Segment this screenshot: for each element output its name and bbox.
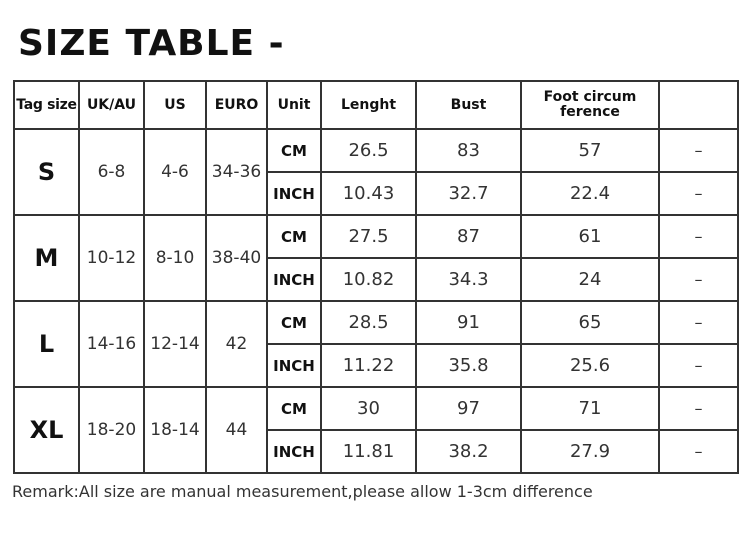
extra-cell: – bbox=[659, 301, 738, 344]
uk-au-value: 6-8 bbox=[79, 129, 144, 215]
length-cell: 11.81 bbox=[321, 430, 416, 473]
unit-cell: CM bbox=[267, 215, 321, 258]
bust-cell: 97 bbox=[416, 387, 521, 430]
extra-cell: – bbox=[659, 172, 738, 215]
uk-au-value: 10-12 bbox=[79, 215, 144, 301]
header-row bbox=[14, 81, 738, 129]
unit-cell: INCH bbox=[267, 172, 321, 215]
page-title: SIZE TABLE - bbox=[18, 23, 285, 64]
unit-cell: INCH bbox=[267, 258, 321, 301]
bust-cell: 32.7 bbox=[416, 172, 521, 215]
unit-cell: CM bbox=[267, 387, 321, 430]
extra-cell: – bbox=[659, 387, 738, 430]
foot-cell: 57 bbox=[521, 129, 659, 172]
bust-cell: 35.8 bbox=[416, 344, 521, 387]
foot-cell: 61 bbox=[521, 215, 659, 258]
header-foot-circumference: Foot circum ference bbox=[521, 81, 659, 129]
length-cell: 26.5 bbox=[321, 129, 416, 172]
extra-cell: – bbox=[659, 430, 738, 473]
euro-value: 34-36 bbox=[206, 129, 267, 215]
unit-cell: INCH bbox=[267, 344, 321, 387]
unit-cell: CM bbox=[267, 301, 321, 344]
size-tag-s: S bbox=[14, 129, 79, 215]
foot-cell: 24 bbox=[521, 258, 659, 301]
extra-cell: – bbox=[659, 344, 738, 387]
euro-value: 42 bbox=[206, 301, 267, 387]
header-tag-size: Tag size bbox=[14, 81, 79, 129]
bust-cell: 91 bbox=[416, 301, 521, 344]
extra-cell: – bbox=[659, 258, 738, 301]
header-unit: Unit bbox=[267, 81, 321, 129]
extra-cell: – bbox=[659, 215, 738, 258]
header-empty bbox=[659, 81, 738, 129]
unit-cell: INCH bbox=[267, 430, 321, 473]
length-cell: 27.5 bbox=[321, 215, 416, 258]
foot-cell: 25.6 bbox=[521, 344, 659, 387]
foot-cell: 27.9 bbox=[521, 430, 659, 473]
table-row bbox=[14, 387, 738, 430]
table-row bbox=[14, 129, 738, 172]
header-us: US bbox=[144, 81, 206, 129]
uk-au-value: 14-16 bbox=[79, 301, 144, 387]
bust-cell: 87 bbox=[416, 215, 521, 258]
uk-au-value: 18-20 bbox=[79, 387, 144, 473]
foot-cell: 65 bbox=[521, 301, 659, 344]
length-cell: 28.5 bbox=[321, 301, 416, 344]
foot-cell: 22.4 bbox=[521, 172, 659, 215]
us-value: 8-10 bbox=[144, 215, 206, 301]
length-cell: 30 bbox=[321, 387, 416, 430]
size-table bbox=[13, 80, 739, 474]
foot-cell: 71 bbox=[521, 387, 659, 430]
size-tag-m: M bbox=[14, 215, 79, 301]
bust-cell: 38.2 bbox=[416, 430, 521, 473]
table-row bbox=[14, 215, 738, 258]
header-euro: EURO bbox=[206, 81, 267, 129]
length-cell: 11.22 bbox=[321, 344, 416, 387]
euro-value: 44 bbox=[206, 387, 267, 473]
header-bust: Bust bbox=[416, 81, 521, 129]
unit-cell: CM bbox=[267, 129, 321, 172]
bust-cell: 83 bbox=[416, 129, 521, 172]
bust-cell: 34.3 bbox=[416, 258, 521, 301]
size-tag-l: L bbox=[14, 301, 79, 387]
length-cell: 10.43 bbox=[321, 172, 416, 215]
remark-text: Remark:All size are manual measurement,please allow 1-3cm difference bbox=[12, 482, 593, 501]
euro-value: 38-40 bbox=[206, 215, 267, 301]
size-tag-xl: XL bbox=[14, 387, 79, 473]
us-value: 18-14 bbox=[144, 387, 206, 473]
table-row bbox=[14, 301, 738, 344]
extra-cell: – bbox=[659, 129, 738, 172]
header-length: Lenght bbox=[321, 81, 416, 129]
length-cell: 10.82 bbox=[321, 258, 416, 301]
us-value: 4-6 bbox=[144, 129, 206, 215]
us-value: 12-14 bbox=[144, 301, 206, 387]
header-uk-au: UK/AU bbox=[79, 81, 144, 129]
